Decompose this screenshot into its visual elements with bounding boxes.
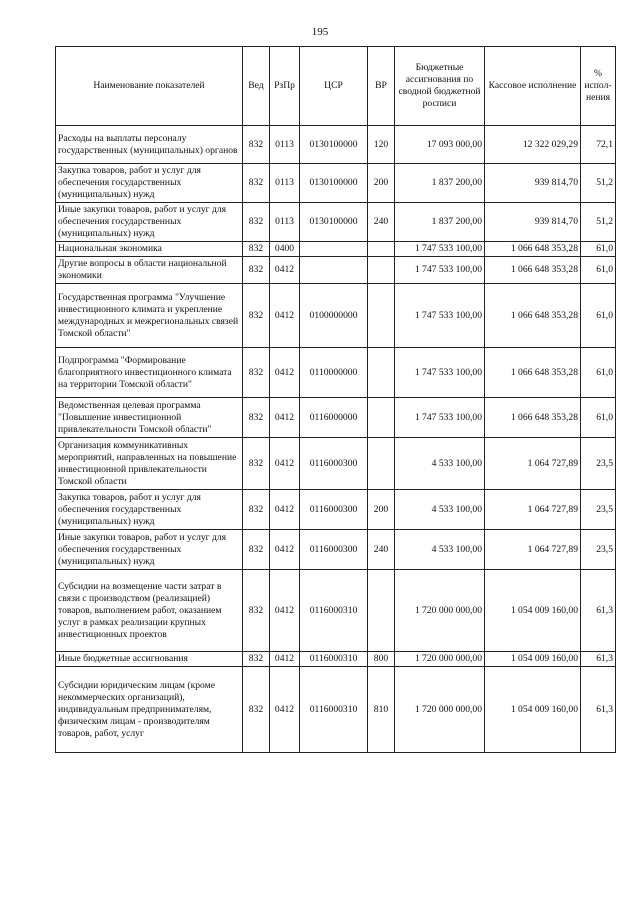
row-name: Закупка товаров, работ и услуг для обеспечения государственных (муниципальных) нужд (56, 164, 243, 203)
row-csr: 0116000310 (300, 667, 368, 753)
table-row (56, 164, 616, 203)
row-pct: 61,3 (581, 570, 616, 652)
row-csr: 0116000300 (300, 438, 368, 490)
table-row (56, 530, 616, 570)
header-csr: ЦСР (300, 47, 368, 126)
row-csr (300, 257, 368, 284)
row-ved: 832 (243, 570, 270, 652)
row-ved: 832 (243, 242, 270, 257)
row-pct: 23,5 (581, 530, 616, 570)
row-budget: 1 747 533 100,00 (395, 348, 485, 398)
row-budget: 17 093 000,00 (395, 126, 485, 164)
table-row (56, 203, 616, 242)
row-csr: 0116000300 (300, 530, 368, 570)
row-cash: 1 066 648 353,28 (485, 257, 581, 284)
table-row (56, 438, 616, 490)
row-csr: 0116000000 (300, 398, 368, 438)
row-budget: 1 720 000 000,00 (395, 570, 485, 652)
row-rzpr: 0412 (270, 257, 300, 284)
row-ved: 832 (243, 257, 270, 284)
row-budget: 1 720 000 000,00 (395, 667, 485, 753)
table-row (56, 570, 616, 652)
row-ved: 832 (243, 490, 270, 530)
table-row (56, 242, 616, 257)
row-budget: 4 533 100,00 (395, 490, 485, 530)
row-name: Иные закупки товаров, работ и услуг для обеспечения государственных (муниципальных) нужд (56, 530, 243, 570)
header-name: Наименование показателей (56, 47, 243, 126)
row-csr: 0116000300 (300, 490, 368, 530)
row-vr (368, 398, 395, 438)
row-vr (368, 284, 395, 348)
row-csr (300, 242, 368, 257)
row-rzpr: 0412 (270, 438, 300, 490)
row-vr (368, 348, 395, 398)
row-pct: 51,2 (581, 203, 616, 242)
row-name: Национальная экономика (56, 242, 243, 257)
table-row (56, 126, 616, 164)
row-budget: 4 533 100,00 (395, 530, 485, 570)
row-vr: 200 (368, 164, 395, 203)
row-name: Государственная программа "Улучшение инвестиционного климата и укрепление международных и межрегиональных связей Томской области" (56, 284, 243, 348)
row-rzpr: 0412 (270, 667, 300, 753)
row-cash: 1 066 648 353,28 (485, 242, 581, 257)
header-rzpr: РзПр (270, 47, 300, 126)
row-cash: 939 814,70 (485, 164, 581, 203)
row-rzpr: 0400 (270, 242, 300, 257)
row-pct: 23,5 (581, 438, 616, 490)
row-cash: 1 066 648 353,28 (485, 398, 581, 438)
row-name: Иные бюджетные ассигнования (56, 652, 243, 667)
row-budget: 1 747 533 100,00 (395, 284, 485, 348)
row-csr: 0130100000 (300, 203, 368, 242)
header-budget: Бюджетные ассигнования по сводной бюджетной росписи (395, 47, 485, 126)
row-cash: 939 814,70 (485, 203, 581, 242)
row-pct: 61,0 (581, 257, 616, 284)
row-ved: 832 (243, 203, 270, 242)
row-ved: 832 (243, 438, 270, 490)
row-vr (368, 570, 395, 652)
row-pct: 61,0 (581, 242, 616, 257)
row-vr (368, 242, 395, 257)
row-name: Ведомственная целевая программа "Повышение инвестиционной привлекательности Томской области" (56, 398, 243, 438)
row-cash: 1 064 727,89 (485, 530, 581, 570)
row-ved: 832 (243, 164, 270, 203)
header-row (56, 47, 616, 126)
row-budget: 4 533 100,00 (395, 438, 485, 490)
row-name: Организация коммуникативных мероприятий, направленных на повышение инвестиционной привлекательности Томской области (56, 438, 243, 490)
row-budget: 1 747 533 100,00 (395, 398, 485, 438)
row-vr: 200 (368, 490, 395, 530)
table-body (56, 126, 616, 753)
row-rzpr: 0412 (270, 284, 300, 348)
table-row (56, 398, 616, 438)
row-rzpr: 0113 (270, 203, 300, 242)
row-name: Подпрограмма "Формирование благоприятного инвестиционного климата на территории Томской области" (56, 348, 243, 398)
row-pct: 61,0 (581, 398, 616, 438)
row-vr (368, 438, 395, 490)
table-row (56, 284, 616, 348)
row-rzpr: 0412 (270, 398, 300, 438)
page-number: 195 (311, 26, 329, 38)
row-cash: 12 322 029,29 (485, 126, 581, 164)
row-pct: 61,0 (581, 348, 616, 398)
table-row (56, 257, 616, 284)
row-vr: 240 (368, 203, 395, 242)
row-pct: 61,3 (581, 652, 616, 667)
row-ved: 832 (243, 348, 270, 398)
row-pct: 51,2 (581, 164, 616, 203)
row-rzpr: 0412 (270, 570, 300, 652)
row-csr: 0116000310 (300, 570, 368, 652)
row-vr (368, 257, 395, 284)
row-csr: 0110000000 (300, 348, 368, 398)
row-rzpr: 0412 (270, 530, 300, 570)
row-ved: 832 (243, 530, 270, 570)
table-row (56, 652, 616, 667)
row-name: Иные закупки товаров, работ и услуг для обеспечения государственных (муниципальных) нужд (56, 203, 243, 242)
row-pct: 61,3 (581, 667, 616, 753)
row-budget: 1 747 533 100,00 (395, 242, 485, 257)
row-vr: 810 (368, 667, 395, 753)
row-pct: 61,0 (581, 284, 616, 348)
row-budget: 1 720 000 000,00 (395, 652, 485, 667)
row-rzpr: 0113 (270, 126, 300, 164)
row-ved: 832 (243, 652, 270, 667)
row-rzpr: 0412 (270, 490, 300, 530)
row-name: Другие вопросы в области национальной экономики (56, 257, 243, 284)
row-cash: 1 054 009 160,00 (485, 667, 581, 753)
table-row (56, 490, 616, 530)
header-cash: Кассовое исполнение (485, 47, 581, 126)
row-pct: 23,5 (581, 490, 616, 530)
row-cash: 1 066 648 353,28 (485, 348, 581, 398)
row-ved: 832 (243, 126, 270, 164)
row-rzpr: 0412 (270, 652, 300, 667)
row-cash: 1 054 009 160,00 (485, 570, 581, 652)
row-csr: 0116000310 (300, 652, 368, 667)
row-name: Субсидии на возмещение части затрат в связи с производством (реализацией) товаров, выполнением работ, оказанием услуг в рамках реализации крупных инвестиционных проектов (56, 570, 243, 652)
row-rzpr: 0113 (270, 164, 300, 203)
row-vr: 240 (368, 530, 395, 570)
table-row (56, 348, 616, 398)
row-csr: 0130100000 (300, 126, 368, 164)
row-ved: 832 (243, 667, 270, 753)
row-pct: 72,1 (581, 126, 616, 164)
row-vr: 120 (368, 126, 395, 164)
row-rzpr: 0412 (270, 348, 300, 398)
row-budget: 1 837 200,00 (395, 203, 485, 242)
table-row (56, 667, 616, 753)
row-cash: 1 066 648 353,28 (485, 284, 581, 348)
header-ved: Вед (243, 47, 270, 126)
row-ved: 832 (243, 398, 270, 438)
row-ved: 832 (243, 284, 270, 348)
row-cash: 1 054 009 160,00 (485, 652, 581, 667)
row-name: Расходы на выплаты персоналу государственных (муниципальных) органов (56, 126, 243, 164)
row-cash: 1 064 727,89 (485, 438, 581, 490)
budget-table (55, 46, 616, 753)
row-cash: 1 064 727,89 (485, 490, 581, 530)
header-vr: ВР (368, 47, 395, 126)
row-budget: 1 837 200,00 (395, 164, 485, 203)
row-vr: 800 (368, 652, 395, 667)
row-name: Закупка товаров, работ и услуг для обеспечения государственных (муниципальных) нужд (56, 490, 243, 530)
row-csr: 0130100000 (300, 164, 368, 203)
header-pct: % испол-нения (581, 47, 616, 126)
row-name: Субсидии юридическим лицам (кроме некоммерческих организаций), индивидуальным предпринимателям, физическим лицам - производителям товаров, работ, услуг (56, 667, 243, 753)
row-csr: 0100000000 (300, 284, 368, 348)
row-budget: 1 747 533 100,00 (395, 257, 485, 284)
